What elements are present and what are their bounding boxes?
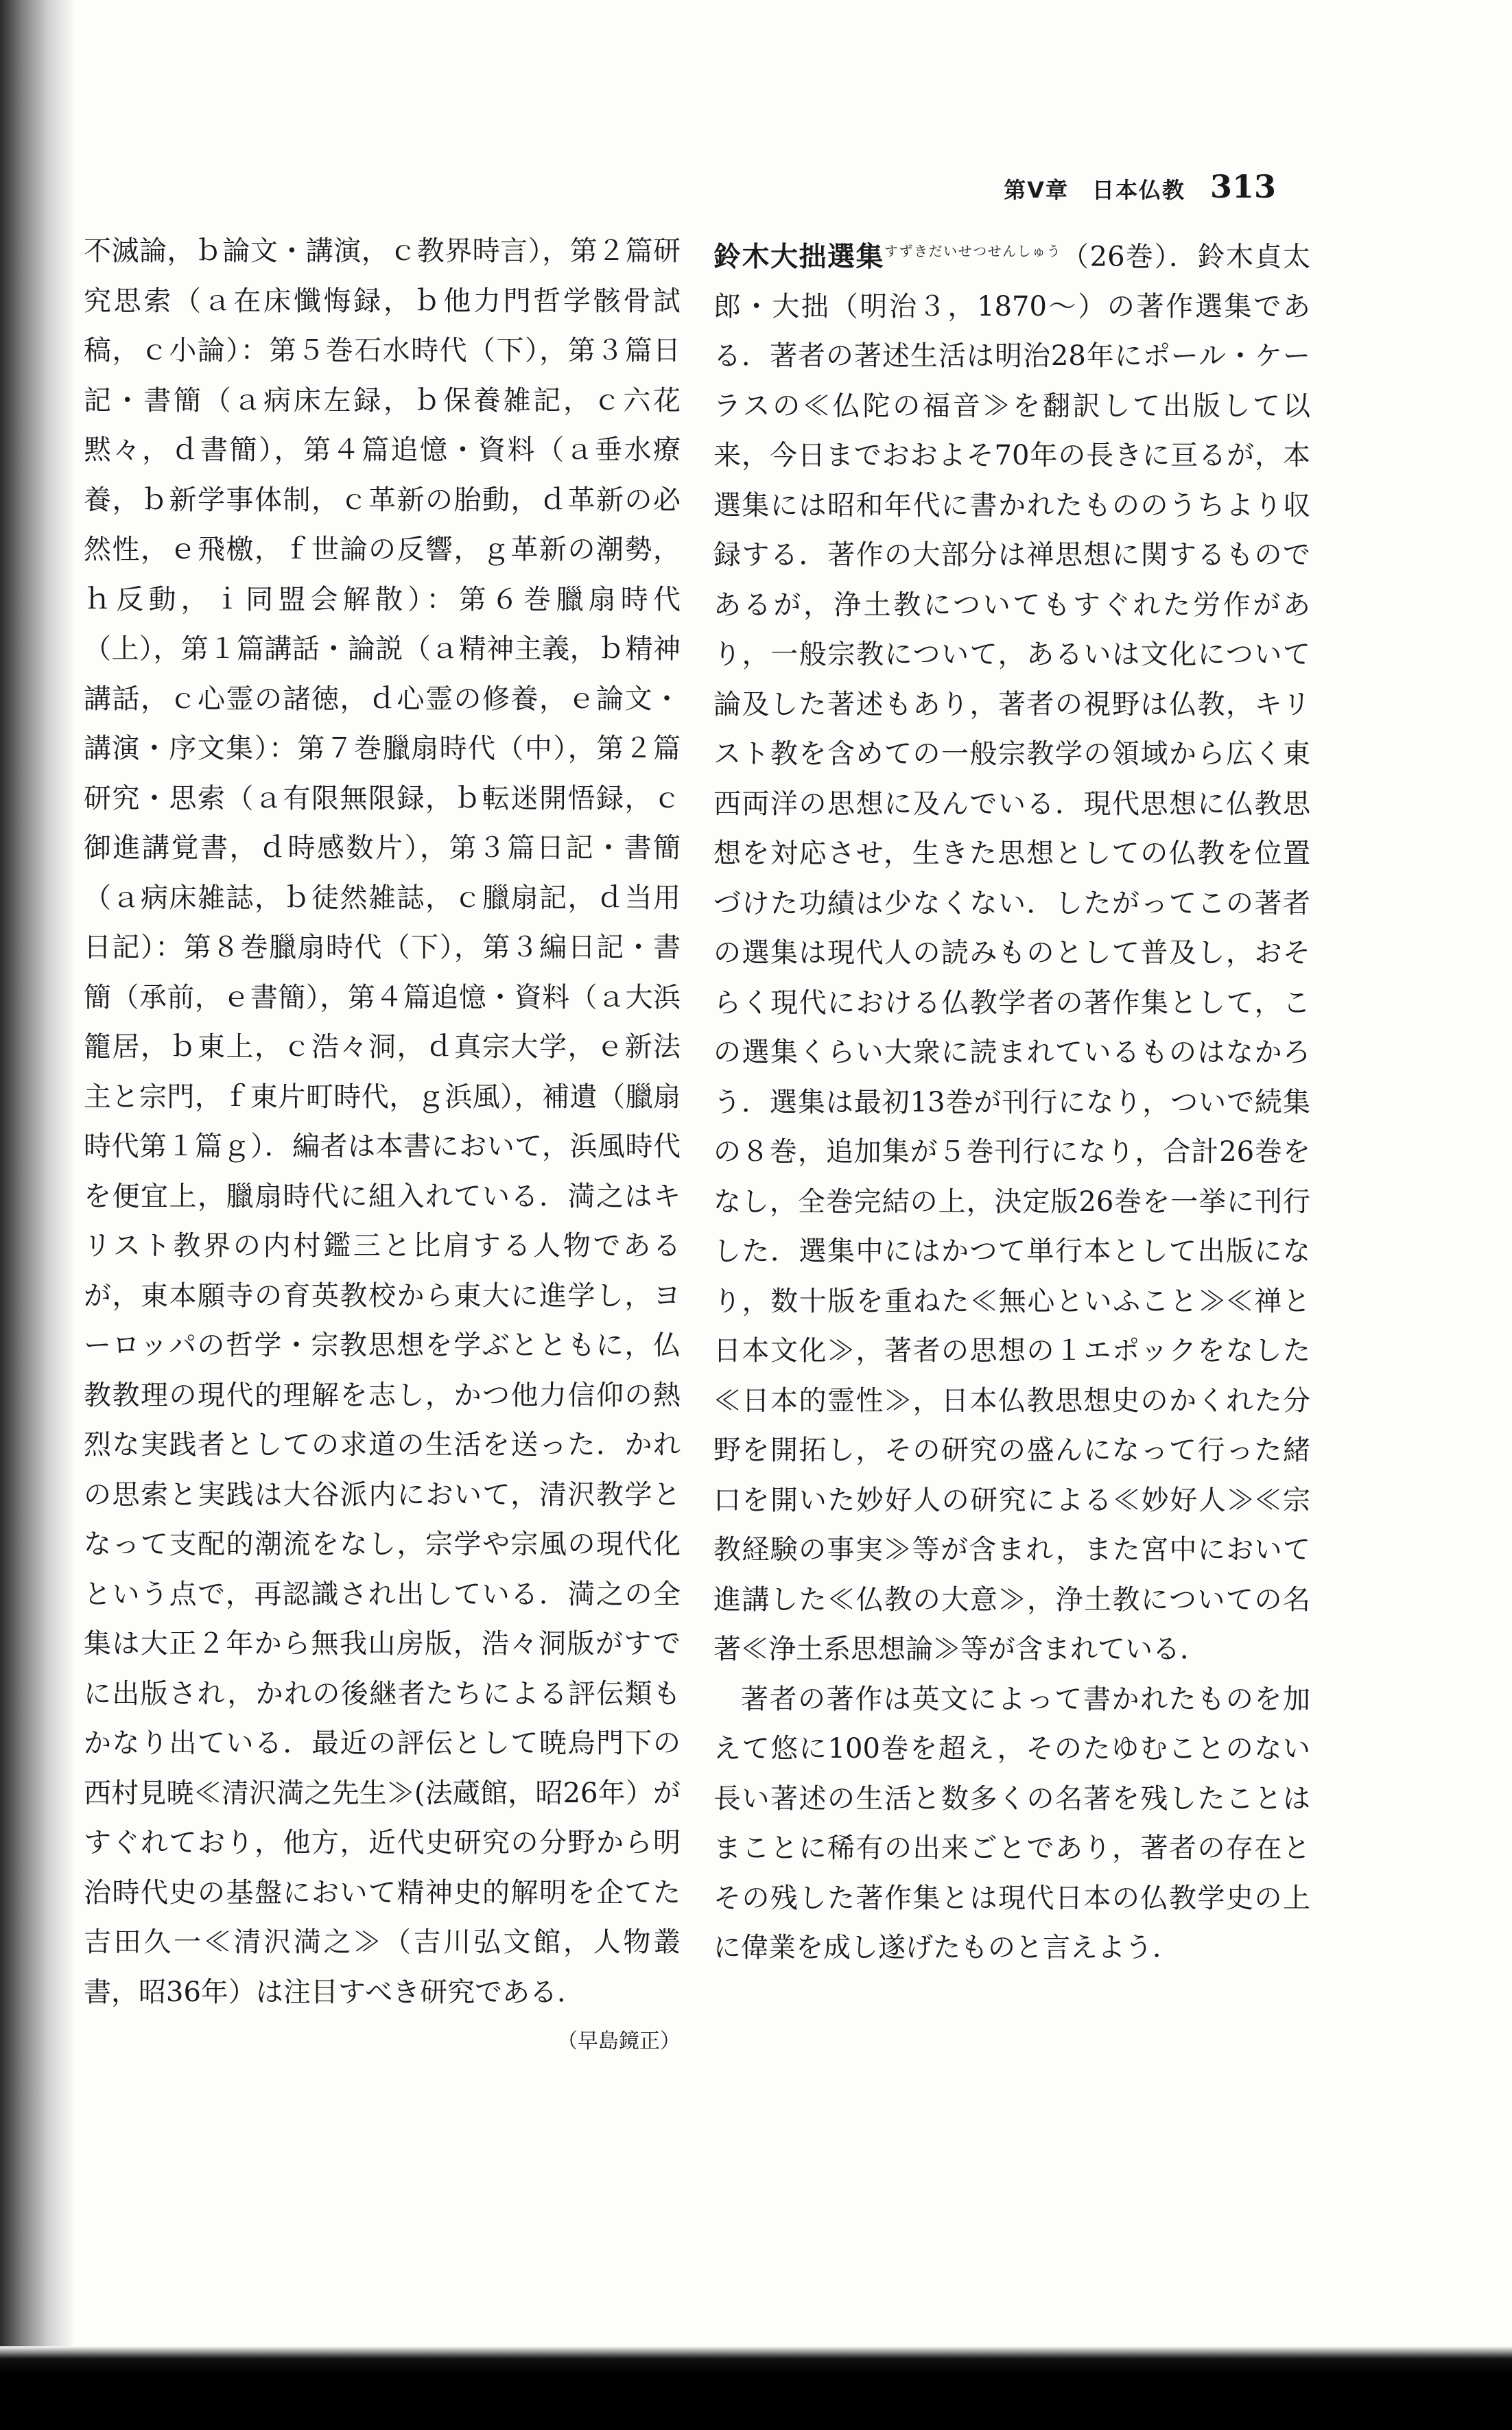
left-column-body: 不滅論，ｂ論文・講演，ｃ教界時言），第２篇研究思索（ａ在床懺悔録，ｂ他力門哲学骸骨試稿，ｃ小論）：第５巻石水時代（下），第３篇日記・書簡（ａ病床左録，ｂ保養雑記，ｃ六花黙々，ｄ書簡），第４篇追憶・資料（ａ垂水療養，ｂ新学事体制，ｃ革新の胎動，ｄ革新の必然性，ｅ飛檄，ｆ世論の反響，ｇ革新の潮勢，ｈ反動，ｉ同盟会解散）：第６巻臘扇時代（上），第１篇講話・論説（ａ精神主義，ｂ精神講話，ｃ心霊の諸徳，ｄ心霊の修養，ｅ論文・講演・序文集）：第７巻臘扇時代（中），第２篇研究・思索（ａ有限無限録，ｂ転迷開悟録，ｃ御進講覚書，ｄ時感数片），第３篇日記・書簡（ａ病床雑誌，ｂ徒然雑誌，ｃ臘扇記，ｄ当用日記）：第８巻臘扇時代（下），第３編日記・書簡（承前，ｅ書簡），第４篇追憶・資料（ａ大浜籠居，ｂ東上，ｃ浩々洞，ｄ真宗大学，ｅ新法主と宗門，ｆ東片町時代，ｇ浜風），補遺（臘扇時代第１篇ｇ）．編者は本書において，浜風時代を便宜上，臘扇時代に組入れている．満之はキリスト教界の内村鑑三と比肩する人物であるが，東本願寺の育英教校から東大に進学し，ヨーロッパの哲学・宗教思想を学ぶとともに，仏教教理の現代的理解を志し，かつ他力信仰の熱烈な実践者としての求道の生活を送った．かれの思索と実践は大谷派内において，清沢教学となって支配的潮流をなし，宗学や宗風の現代化という点で，再認識され出している．満之の全集は大正２年から無我山房版，浩々洞版がすでに出版され，かれの後継者たちによる評伝類もかなり出ている．最近の評伝として暁烏門下の西村見暁≪清沢満之先生≫(法蔵館，昭26年）がすぐれており，他方，近代史研究の分野から明治時代史の基盤において精神史的解明を企てた吉田久一≪清沢満之≫（吉川弘文館，人物叢書，昭36年）は注目すべき研究である．: [84, 235, 681, 2008]
running-header: [967, 168, 1276, 216]
entry-body: （26巻）．鈴木貞太郎・大拙（明治３，1870～）の著作選集である．著者の著述生活は明治28年にポール・ケーラスの≪仏陀の福音≫を翻訳して出版して以来，今日までおおよそ70年の長きに亘るが，本選集には昭和年代に書かれたもののうちより収録する．著作の大部分は禅思想に関するものであるが，浄土教についてもすぐれた労作があり，一般宗教について，あるいは文化について論及した著述もあり，著者の視野は仏教，キリスト教を含めての一般宗教学の領域から広く東西両洋の思想に及んでいる．現代思想に仏教思想を対応させ，生きた思想としての仏教を位置づけた功績は少なくない．したがってこの著者の選集は現代人の読みものとして普及し，おそらく現代における仏教学者の著作集として，この選集くらい大衆に読まれているものはなかろう．選集は最初13巻が刊行になり，ついで続集の８巻，追加集が５巻刊行になり，合計26巻をなし，全巻完結の上，決定版26巻を一挙に刊行した．選集中にはかつて単行本として出版になり，数十版を重ねた≪無心といふこと≫≪禅と日本文化≫，著者の思想の１エポックをなした≪日本的霊性≫，日本仏教思想史のかくれた分野を開拓し，その研究の盛んになって行った緒口を開いた妙好人の研究による≪妙好人≫≪宗教経験の事実≫等が含まれ，また宮中において進講した≪仏教の大意≫，浄土教についての名著≪浄土系思想論≫等が含まれている．: [713, 241, 1310, 1666]
second-paragraph: 著者の著作は英文によって書かれたものを加えて悠に100巻を超え，そのたゆむことのない長い著述の生活と数多くの名著を残したことはまことに稀有の出来ごとであり，著者の存在とその残した著作集とは現代日本の仏教学史の上に偉業を成し遂げたものと言えよう．: [713, 1683, 1310, 1964]
author-credit: （早島鏡正）: [557, 2029, 681, 2053]
entry-title: 鈴木大拙選集: [713, 241, 884, 273]
chapter-title: 第Ⅴ章 日本仏教: [1004, 177, 1185, 203]
page-number: 313: [1209, 168, 1276, 205]
right-column: [713, 226, 1310, 2291]
scan-shadow-left: [0, 0, 75, 2430]
entry-paragraph: [713, 226, 1310, 1675]
left-column: [84, 226, 681, 2291]
entry-ruby: すずきだいせつせんしゅう: [884, 243, 1062, 259]
scan-border-bottom: [0, 2346, 1512, 2430]
